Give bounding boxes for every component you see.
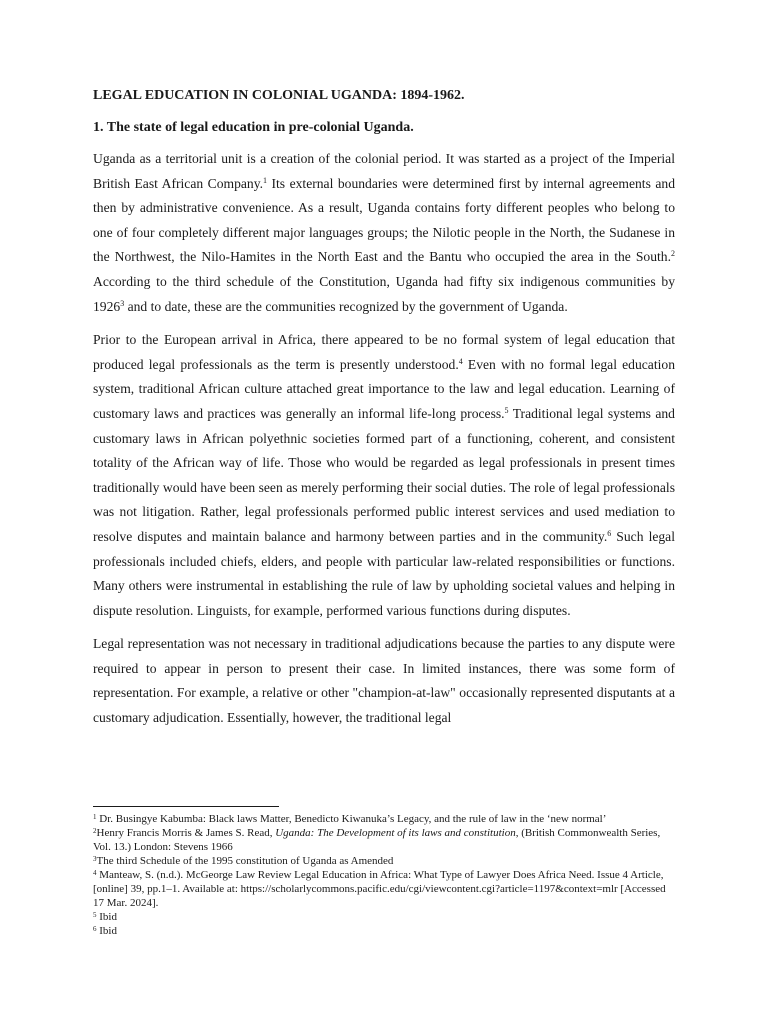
footnote-ref-2: 2 bbox=[671, 249, 675, 259]
footnote-1 bbox=[93, 812, 675, 826]
footnote-1-text: Dr. Busingye Kabumba: Black laws Matter, Benedicto Kiwanuka’s Legacy, and the rule of law in the ‘new normal’ bbox=[96, 813, 607, 825]
footnote-5-text: Ibid bbox=[96, 911, 117, 923]
paragraph-1-text-b: Its external boundaries were determined first by internal agreements and then by administrative convenience. As a result, Uganda contains forty different peoples who belong to one of four completely different major languages groups; the Nilotic people in the North, the Sudanese in the Northwest, the Nilo-Hamites in the North East and the Bantu who occupied the area in the South. bbox=[93, 175, 675, 265]
footnote-6 bbox=[93, 924, 675, 938]
footnote-4-number: 4 bbox=[93, 869, 97, 877]
footnote-ref-4: 4 bbox=[458, 356, 463, 366]
footnote-4 bbox=[93, 868, 675, 910]
footnote-ref-1: 1 bbox=[263, 175, 268, 185]
footnote-2-text-post: , (British Commonwealth Series, Vol. 13.) London: Stevens 1966 bbox=[93, 827, 661, 853]
footnote-2-number: 2 bbox=[93, 827, 97, 835]
paragraph-2 bbox=[93, 328, 675, 623]
footnote-separator bbox=[93, 806, 279, 807]
paragraph-3: Legal representation was not necessary in traditional adjudications because the parties to any dispute were required to appear in person to present their case. In limited instances, there was some form of representation. For example, a relative or other "champion-at-law" occasionally represented disputants at a customary adjudication. Essentially, however, the traditional legal bbox=[93, 636, 675, 726]
paragraph-2-text-a: Prior to the European arrival in Africa, there appeared to be no formal system of legal education that produced legal professionals as the term is presently understood. bbox=[93, 332, 675, 372]
footnote-ref-6: 6 bbox=[607, 528, 612, 538]
paragraph-2-text-b: Even with no formal legal education system, traditional African culture attached great importance to the law and legal education. Learning of customary laws and practices was generally an informal life-long process. bbox=[93, 356, 675, 421]
paragraph-1-text-c: According to the third schedule of the Constitution, Uganda had fifty six indigenous communities by 1926 bbox=[93, 273, 675, 314]
footnote-6-text: Ibid bbox=[96, 925, 117, 937]
paragraph-1-text-a: Uganda as a territorial unit is a creation of the colonial period. It was started as a project of the Imperial British East African Company. bbox=[93, 151, 675, 191]
footnote-3-text: The third Schedule of the 1995 constitution of Uganda as Amended bbox=[96, 855, 394, 867]
section-heading: 1. The state of legal education in pre-colonial Uganda. bbox=[93, 120, 414, 135]
footnote-5 bbox=[93, 910, 675, 924]
paragraph-1-text-d: and to date, these are the communities recognized by the government of Uganda. bbox=[124, 298, 568, 314]
footnote-2-text-pre: Henry Francis Morris & James S. Read, bbox=[96, 827, 276, 839]
footnotes bbox=[93, 812, 675, 938]
footnote-5-number: 5 bbox=[93, 911, 97, 919]
footnote-3 bbox=[93, 854, 675, 868]
footnote-ref-3: 3 bbox=[120, 298, 125, 308]
footnote-1-number: 1 bbox=[93, 813, 97, 821]
footnote-3-number: 3 bbox=[93, 855, 97, 863]
footnote-2 bbox=[93, 826, 675, 854]
footnote-6-number: 6 bbox=[93, 925, 97, 933]
paragraph-2-text-d: Such legal professionals included chiefs, elders, and people with particular law-related responsibilities or functions. Many others were instrumental in establishing the rule of law by upholding societal values and helping in dispute resolution. Linguists, for example, performed various functions during disputes. bbox=[93, 528, 675, 618]
footnote-4-text: Manteaw, S. (n.d.). McGeorge Law Review Legal Education in Africa: What Type of Lawyer Does Africa Need. Issue 4 Article, [online] 39, pp.1–1. Available at: https://scholarlycommons.pacific.edu/cgi/viewcontent.cgi?article=1197&context=mlr [Accessed 17 Mar. 2024]. bbox=[93, 869, 666, 909]
footnote-ref-5: 5 bbox=[504, 405, 509, 415]
footnote-2-book-title: Uganda: The Development of its laws and constitution bbox=[275, 827, 516, 839]
document-body bbox=[93, 86, 675, 740]
paragraph-2-text-c: Traditional legal systems and customary laws in African polyethnic societies formed part of a functioning, coherent, and consistent totality of the African way of life. Those who would be regarded as legal professionals in present times traditionally would have been seen as merely performing their social duties. The role of legal professionals was not litigation. Rather, legal professionals performed public interest services and used mediation to resolve disputes and maintain balance and harmony between parties and in the community. bbox=[93, 405, 675, 544]
document-title: LEGAL EDUCATION IN COLONIAL UGANDA: 1894-1962. bbox=[93, 88, 465, 103]
paragraph-1 bbox=[93, 147, 675, 319]
